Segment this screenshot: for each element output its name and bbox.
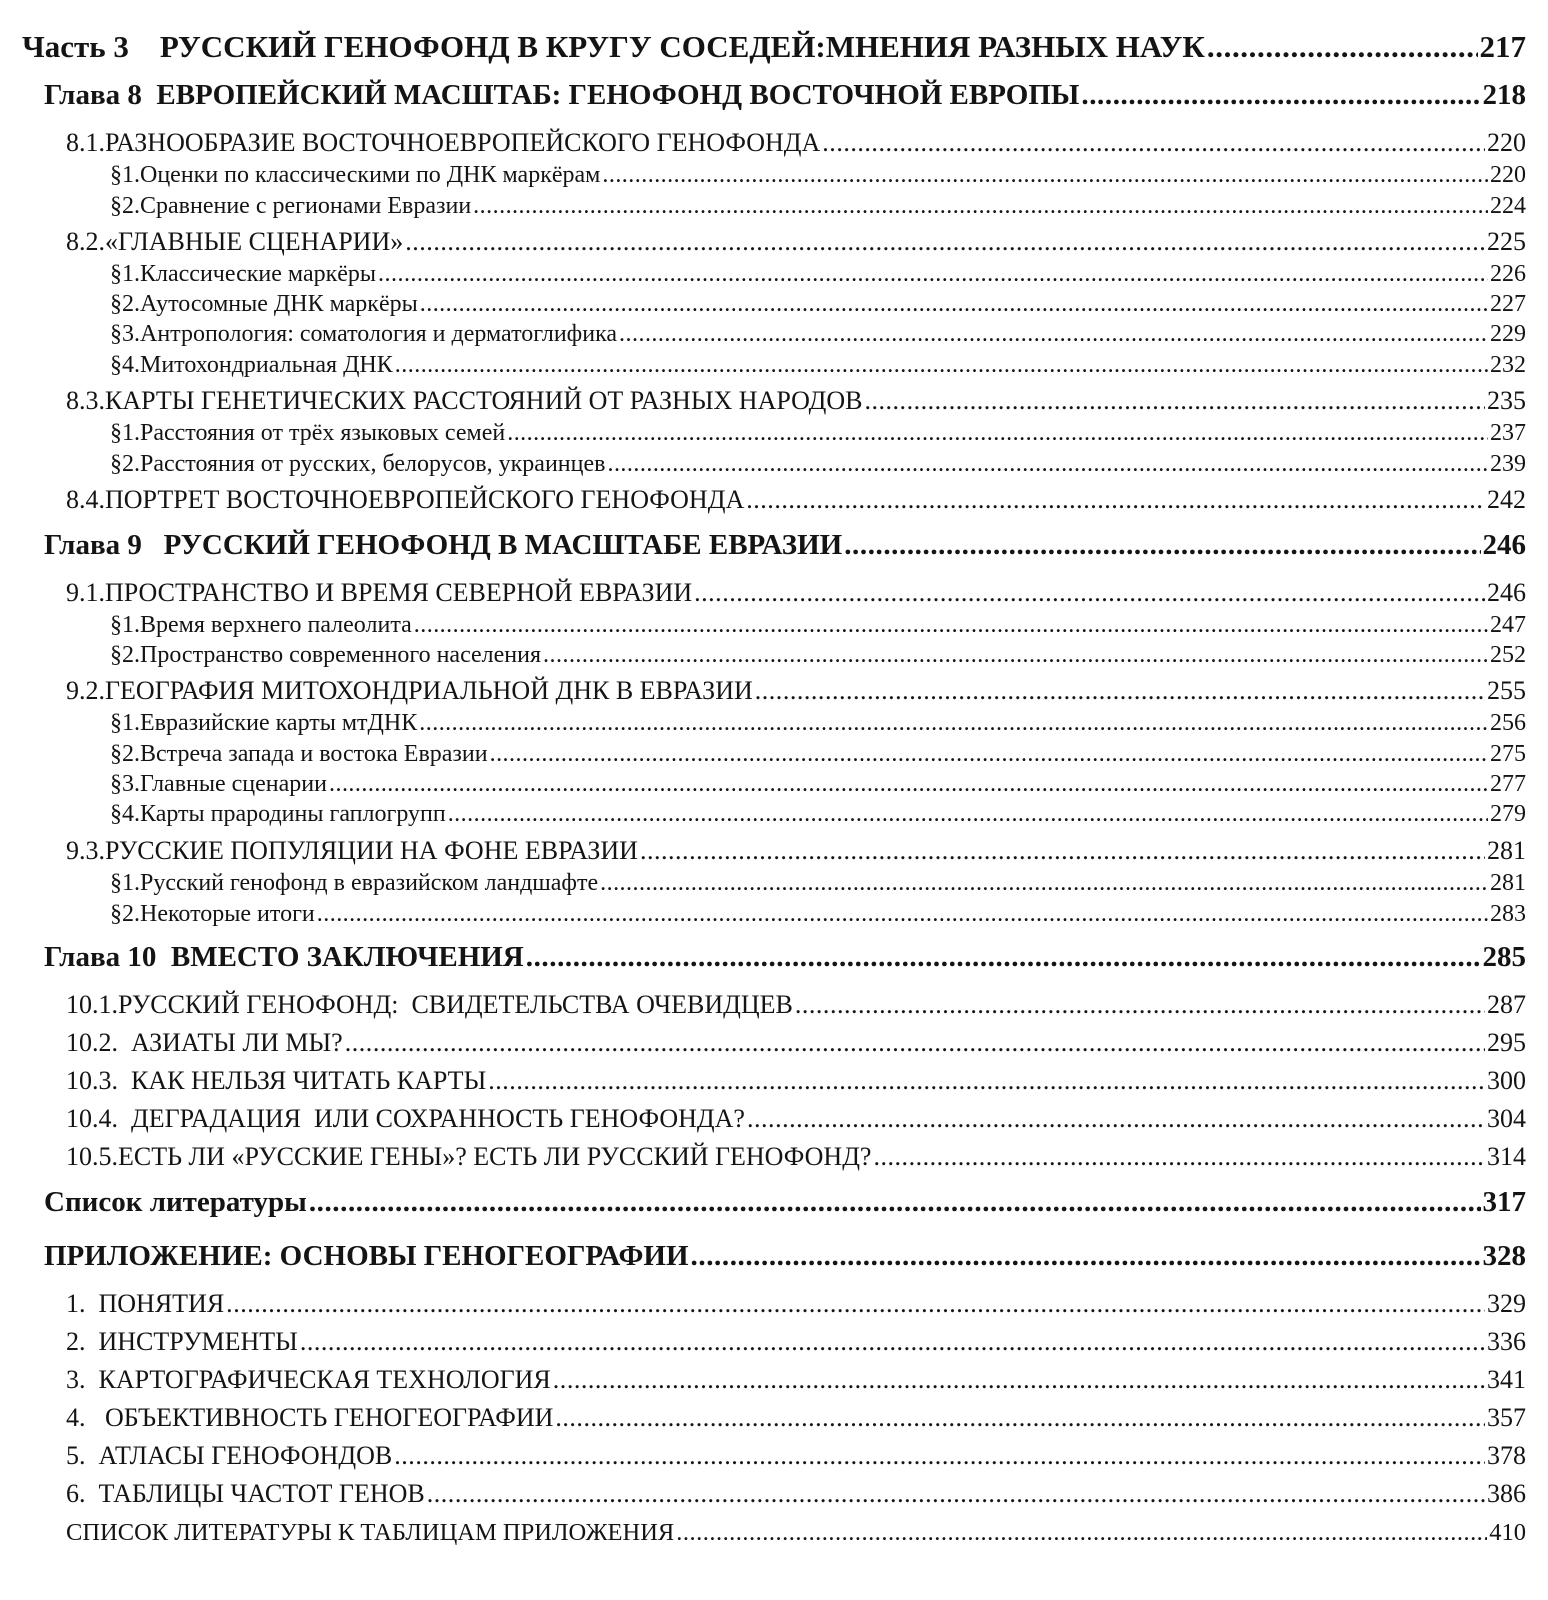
toc-subsection[interactable] [0,886,1548,926]
toc-page-number: 341 [1487,1365,1526,1394]
toc-leader-dots [345,1030,1485,1056]
toc-page-number: 237 [1490,420,1526,446]
toc-title: Глава 9 РУССКИЙ ГЕНОФОНД В МАСШТАБЕ ЕВРАЗИИ [44,529,843,561]
toc-leader-dots [488,1068,1485,1094]
toc-page-number: 317 [1482,1186,1526,1218]
toc-page-number: 224 [1490,193,1526,219]
toc-page-number: 252 [1490,642,1526,668]
toc-title: §2.Сравнение с регионами Евразии [110,193,472,219]
toc-subsection[interactable] [0,178,1548,218]
toc-section-8-4[interactable] [0,473,1548,513]
toc-page-number: 277 [1490,771,1526,797]
toc-title: 10.1.РУССКИЙ ГЕНОФОНД: СВИДЕТЕЛЬСТВА ОЧЕВИДЦЕВ [66,990,793,1019]
toc-leader-dots [448,802,1488,826]
toc-page-number: 410 [1489,1518,1526,1546]
toc-part-3[interactable] [0,22,1548,62]
toc-page-number: 295 [1487,1028,1526,1057]
toc-title: СПИСОК ЛИТЕРАТУРЫ К ТАБЛИЦАМ ПРИЛОЖЕНИЯ [66,1518,675,1546]
toc-title: Глава 10 ВМЕСТО ЗАКЛЮЧЕНИЯ [44,941,524,973]
toc-leader-dots [795,992,1485,1018]
toc-title: §4.Митохондриальная ДНК [110,352,393,378]
toc-appendix-item-4[interactable] [0,1391,1548,1431]
toc-page-number: 255 [1487,676,1526,705]
toc-section-10-1[interactable] [0,978,1548,1018]
toc-title: ПРИЛОЖЕНИЕ: ОСНОВЫ ГЕНОГЕОГРАФИИ [44,1240,689,1272]
toc-section-10-5[interactable] [0,1130,1548,1170]
toc-chapter-9[interactable] [0,520,1548,560]
toc-appendix-item-5[interactable] [0,1429,1548,1469]
toc-title: 8.4.ПОРТРЕТ ВОСТОЧНОЕВРОПЕЙСКОГО ГЕНОФОНДА [66,485,745,514]
toc-title: 10.5.ЕСТЬ ЛИ «РУССКИЕ ГЕНЫ»? ЕСТЬ ЛИ РУССКИЙ ГЕНОФОНД? [66,1142,872,1171]
toc-leader-dots [394,1443,1485,1469]
toc-page-number: 386 [1487,1479,1526,1508]
toc-leader-dots [555,1405,1485,1431]
toc-title: §2.Некоторые итоги [110,901,315,927]
toc-page-number: 226 [1490,261,1526,287]
toc-page-number: 281 [1490,870,1526,896]
toc-page-number: 328 [1482,1240,1526,1272]
toc-leader-dots [844,531,1480,560]
toc-appendix[interactable] [0,1231,1548,1271]
toc-leader-dots [526,943,1481,972]
toc-leader-dots [873,1144,1485,1170]
toc-leader-dots [676,1521,1487,1546]
toc-title: §3.Главные сценарии [110,771,327,797]
toc-page-number: 242 [1487,485,1526,514]
toc-section-10-3[interactable] [0,1054,1548,1094]
toc-page-number: 314 [1487,1142,1526,1171]
toc-title: §2.Расстояния от русских, белорусов, украинцев [110,451,606,477]
toc-title: Часть 3 РУССКИЙ ГЕНОФОНД В КРУГУ СОСЕДЕЙ:МНЕНИЯ РАЗНЫХ НАУК [22,29,1205,64]
toc-page-number: 287 [1487,990,1526,1019]
toc-appendix-item-1[interactable] [0,1277,1548,1317]
toc-page-number: 357 [1487,1403,1526,1432]
toc-title: 9.2.ГЕОГРАФИЯ МИТОХОНДРИАЛЬНОЙ ДНК В ЕВРАЗИИ [66,676,753,705]
toc-page-number: 256 [1490,710,1526,736]
toc-leader-dots [746,487,1485,513]
toc-page-number: 225 [1487,227,1526,256]
toc-page-number: 279 [1490,801,1526,827]
toc-leader-dots [553,1367,1485,1393]
toc-title: 5. АТЛАСЫ ГЕНОФОНДОВ [66,1441,393,1470]
toc-page-number: 218 [1482,79,1526,111]
toc-title: 2. ИНСТРУМЕНТЫ [66,1327,298,1356]
toc-leader-dots [1207,31,1478,62]
toc-title: §4.Карты прародины гаплогрупп [110,801,446,827]
toc-page-number: 235 [1487,386,1526,415]
toc-title: 9.3.РУССКИЕ ПОПУЛЯЦИИ НА ФОНЕ ЕВРАЗИИ [66,836,638,865]
toc-appendix-item-2[interactable] [0,1315,1548,1355]
toc-chapter-10[interactable] [0,932,1548,972]
toc-page-number: 227 [1490,291,1526,317]
toc-title: Глава 8 ЕВРОПЕЙСКИЙ МАСШТАБ: ГЕНОФОНД ВОСТОЧНОЙ ЕВРОПЫ [44,79,1080,111]
toc-leader-dots [691,1242,1481,1271]
toc-leader-dots [317,902,1488,926]
toc-title: §1.Евразийские карты мтДНК [110,710,418,736]
toc-subsection[interactable] [0,786,1548,826]
toc-title: §1.Русский генофонд в евразийском ландшафте [110,870,599,896]
toc-section-10-2[interactable] [0,1016,1548,1056]
toc-page-number: 378 [1487,1441,1526,1470]
toc-page-number: 232 [1490,352,1526,378]
toc-appendix-item-6[interactable] [0,1467,1548,1507]
toc-title: 3. КАРТОГРАФИЧЕСКАЯ ТЕХНОЛОГИЯ [66,1365,551,1394]
toc-subsection[interactable] [0,436,1548,476]
toc-leader-dots [300,1329,1485,1355]
toc-title: §1.Оценки по классическими по ДНК маркёрам [110,162,601,188]
toc-title: 1. ПОНЯТИЯ [66,1289,225,1318]
toc-leader-dots [427,1481,1485,1507]
toc-title: 10.3. КАК НЕЛЬЗЯ ЧИТАТЬ КАРТЫ [66,1066,487,1095]
toc-page-number: 329 [1487,1289,1526,1318]
toc-title: 9.1.ПРОСТРАНСТВО И ВРЕМЯ СЕВЕРНОЙ ЕВРАЗИИ [66,578,693,607]
toc-page-number: 285 [1482,941,1526,973]
toc-chapter-8[interactable] [0,70,1548,110]
toc-title: 8.3.КАРТЫ ГЕНЕТИЧЕСКИХ РАССТОЯНИЙ ОТ РАЗНЫХ НАРОДОВ [66,386,863,415]
toc-appendix-item-3[interactable] [0,1353,1548,1393]
toc-section-10-4[interactable] [0,1092,1548,1132]
toc-page-number: 336 [1487,1327,1526,1356]
toc-title: 8.2.«ГЛАВНЫЕ СЦЕНАРИИ» [66,227,404,256]
toc-page-number: 300 [1487,1066,1526,1095]
toc-title: §1.Классические маркёры [110,261,377,287]
toc-title: 10.2. АЗИАТЫ ЛИ МЫ? [66,1028,343,1057]
toc-page-number: 220 [1490,162,1526,188]
toc-leader-dots [226,1291,1485,1317]
toc-title: §2.Встреча запада и востока Евразии [110,741,488,767]
toc-page-number: 281 [1487,836,1526,865]
toc-leader-dots [1081,81,1480,110]
toc-page-number: 217 [1479,29,1526,64]
toc-page-number: 246 [1482,529,1526,561]
toc-title: 8.1.РАЗНООБРАЗИЕ ВОСТОЧНОЕВРОПЕЙСКОГО ГЕНОФОНДА [66,128,821,157]
toc-title: 10.4. ДЕГРАДАЦИЯ ИЛИ СОХРАННОСТЬ ГЕНОФОНДА? [66,1104,745,1133]
toc-appendix-bibliography[interactable] [0,1505,1548,1545]
toc-title: §2.Аутосомные ДНК маркёры [110,291,418,317]
toc-bibliography[interactable] [0,1177,1548,1217]
toc-leader-dots [747,1106,1485,1132]
toc-subsection[interactable] [0,627,1548,667]
toc-title: Список литературы [44,1186,307,1218]
toc-title: §1.Время верхнего палеолита [110,612,412,638]
toc-title: §2.Пространство современного населения [110,642,542,668]
toc-title: §3.Антропология: соматология и дерматоглифика [110,321,618,347]
toc-page-number: 275 [1490,741,1526,767]
toc-page-number: 239 [1490,451,1526,477]
toc-page-number: 247 [1490,612,1526,638]
toc-title: 4. ОБЪЕКТИВНОСТЬ ГЕНОГЕОГРАФИИ [66,1403,554,1432]
toc-page-number: 220 [1487,128,1526,157]
toc-page-number: 246 [1487,578,1526,607]
toc-page-number: 283 [1490,901,1526,927]
toc-title: §1.Расстояния от трёх языковых семей [110,420,506,446]
toc-subsection[interactable] [0,337,1548,377]
toc-page-number: 229 [1490,321,1526,347]
toc-page-number: 304 [1487,1104,1526,1133]
toc-title: 6. ТАБЛИЦЫ ЧАСТОТ ГЕНОВ [66,1479,425,1508]
toc-leader-dots [309,1188,1481,1217]
